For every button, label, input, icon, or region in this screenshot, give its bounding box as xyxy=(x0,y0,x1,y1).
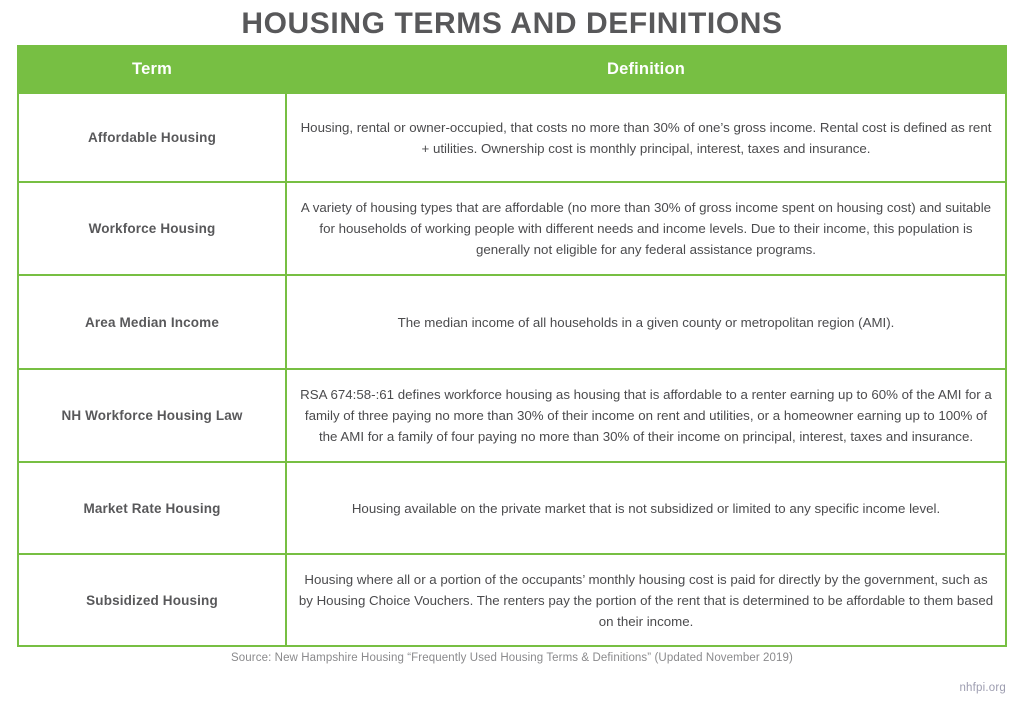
table-header xyxy=(18,46,1006,93)
table-row xyxy=(18,462,1006,554)
table-row xyxy=(18,554,1006,646)
terms-table-container xyxy=(17,45,1005,645)
definition-cell: Housing available on the private market that is not subsidized or limited to any specific income level. xyxy=(286,462,1006,554)
term-cell: Subsidized Housing xyxy=(18,554,286,646)
table-row xyxy=(18,182,1006,275)
term-cell: NH Workforce Housing Law xyxy=(18,369,286,462)
definition-cell: Housing, rental or owner-occupied, that costs no more than 30% of one’s gross income. Rental cost is defined as rent + utilities. Ownership cost is monthly principal, interest, taxes and insurance. xyxy=(286,93,1006,182)
term-cell: Market Rate Housing xyxy=(18,462,286,554)
column-header-definition: Definition xyxy=(286,46,1006,93)
table-row xyxy=(18,369,1006,462)
definition-cell: The median income of all households in a given county or metropolitan region (AMI). xyxy=(286,275,1006,369)
page-title: HOUSING TERMS AND DEFINITIONS xyxy=(241,7,783,40)
definition-cell: A variety of housing types that are affordable (no more than 30% of gross income spent on housing cost) and suitable for households of working people with different needs and income levels. Due to their income, this population is generally not eligible for any federal assistance programs. xyxy=(286,182,1006,275)
table-body xyxy=(18,93,1006,646)
definition-cell: Housing where all or a portion of the occupants’ monthly housing cost is paid for directly by the government, such as by Housing Choice Vouchers. The renters pay the portion of the rent that is determined to be affordable to them based on their income. xyxy=(286,554,1006,646)
table-row xyxy=(18,93,1006,182)
term-cell: Area Median Income xyxy=(18,275,286,369)
term-cell: Workforce Housing xyxy=(18,182,286,275)
source-note: Source: New Hampshire Housing “Frequently Used Housing Terms & Definitions” (Updated November 2019) xyxy=(231,652,793,664)
definition-cell: RSA 674:58-:61 defines workforce housing as housing that is affordable to a renter earning up to 60% of the AMI for a family of three paying no more than 30% of their income on rent and utilities, or a homeowner earning up to 100% of the AMI for a family of four paying no more than 30% of their income on principal, interest, taxes and insurance. xyxy=(286,369,1006,462)
term-cell: Affordable Housing xyxy=(18,93,286,182)
table-header-row xyxy=(18,46,1006,93)
column-header-term: Term xyxy=(18,46,286,93)
table-row xyxy=(18,275,1006,369)
housing-terms-table xyxy=(17,45,1007,647)
site-watermark: nhfpi.org xyxy=(959,682,1006,694)
